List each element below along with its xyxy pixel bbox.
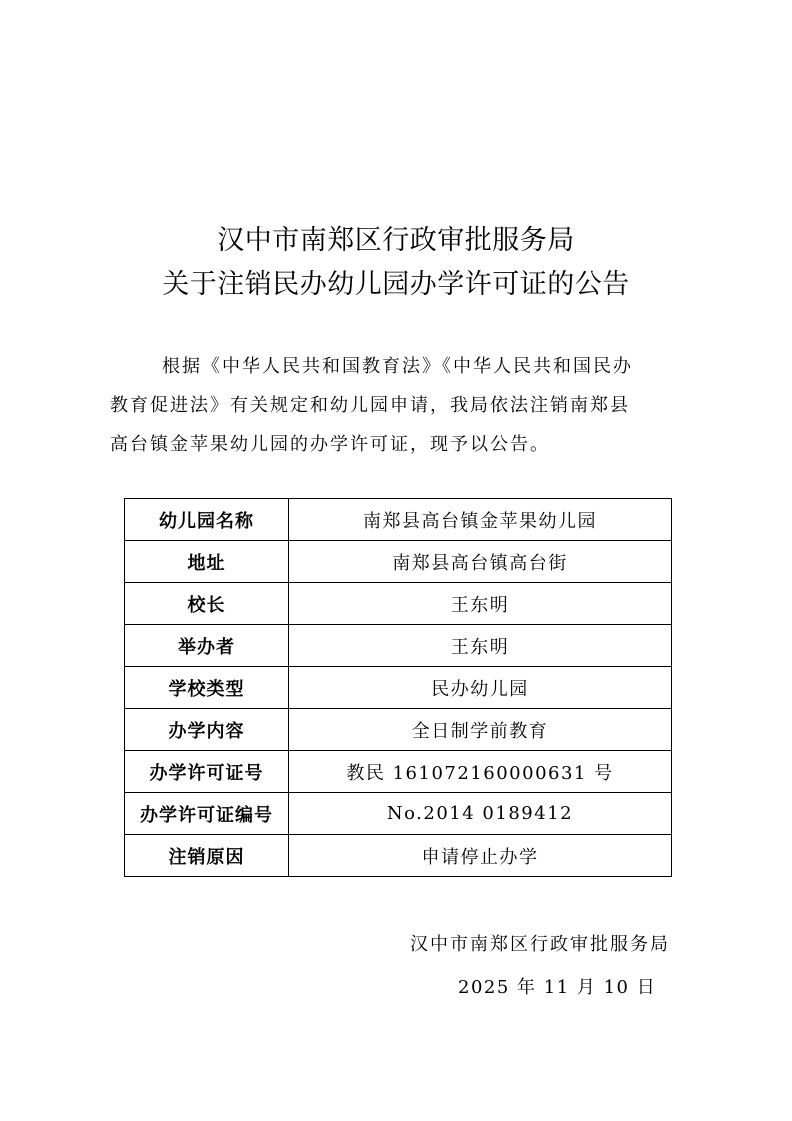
row-value: 申请停止办学 bbox=[289, 835, 672, 877]
row-value: 王东明 bbox=[289, 625, 672, 667]
row-value: 教民 161072160000631 号 bbox=[289, 751, 672, 793]
kindergarten-info-table bbox=[124, 498, 672, 877]
row-value: 民办幼儿园 bbox=[289, 667, 672, 709]
table-row bbox=[125, 625, 672, 667]
table-row bbox=[125, 835, 672, 877]
table-row bbox=[125, 793, 672, 835]
table-row bbox=[125, 541, 672, 583]
row-value: 南郑县高台镇高台街 bbox=[289, 541, 672, 583]
row-label: 地址 bbox=[125, 541, 289, 583]
body-line: 高台镇金苹果幼儿园的办学许可证，现予以公告。 bbox=[110, 434, 550, 455]
row-value: 南郑县高台镇金苹果幼儿园 bbox=[289, 499, 672, 541]
row-label: 注销原因 bbox=[125, 835, 289, 877]
row-value: 王东明 bbox=[289, 583, 672, 625]
row-value: 全日制学前教育 bbox=[289, 709, 672, 751]
body-line: 根据《中华人民共和国教育法》《中华人民共和国民办 bbox=[162, 356, 633, 377]
signature-organization: 汉中市南郑区行政审批服务局 bbox=[410, 934, 670, 955]
row-label: 办学许可证号 bbox=[125, 751, 289, 793]
table-row bbox=[125, 667, 672, 709]
notice-title-line-2: 关于注销民办幼儿园办学许可证的公告 bbox=[162, 269, 630, 300]
row-label: 办学内容 bbox=[125, 709, 289, 751]
signature-date: 2025 年 11 月 10 日 bbox=[458, 977, 657, 998]
row-label: 办学许可证编号 bbox=[125, 793, 289, 835]
row-label: 学校类型 bbox=[125, 667, 289, 709]
table-row bbox=[125, 709, 672, 751]
row-value: No.2014 0189412 bbox=[289, 793, 672, 835]
row-label: 校长 bbox=[125, 583, 289, 625]
notice-body bbox=[110, 347, 682, 464]
row-label: 幼儿园名称 bbox=[125, 499, 289, 541]
body-line: 教育促进法》有关规定和幼儿园申请，我局依法注销南郑县 bbox=[110, 395, 630, 416]
row-label: 举办者 bbox=[125, 625, 289, 667]
table-row bbox=[125, 583, 672, 625]
table-row bbox=[125, 499, 672, 541]
notice-title-line-1: 汉中市南郑区行政审批服务局 bbox=[217, 225, 575, 256]
table-row bbox=[125, 751, 672, 793]
